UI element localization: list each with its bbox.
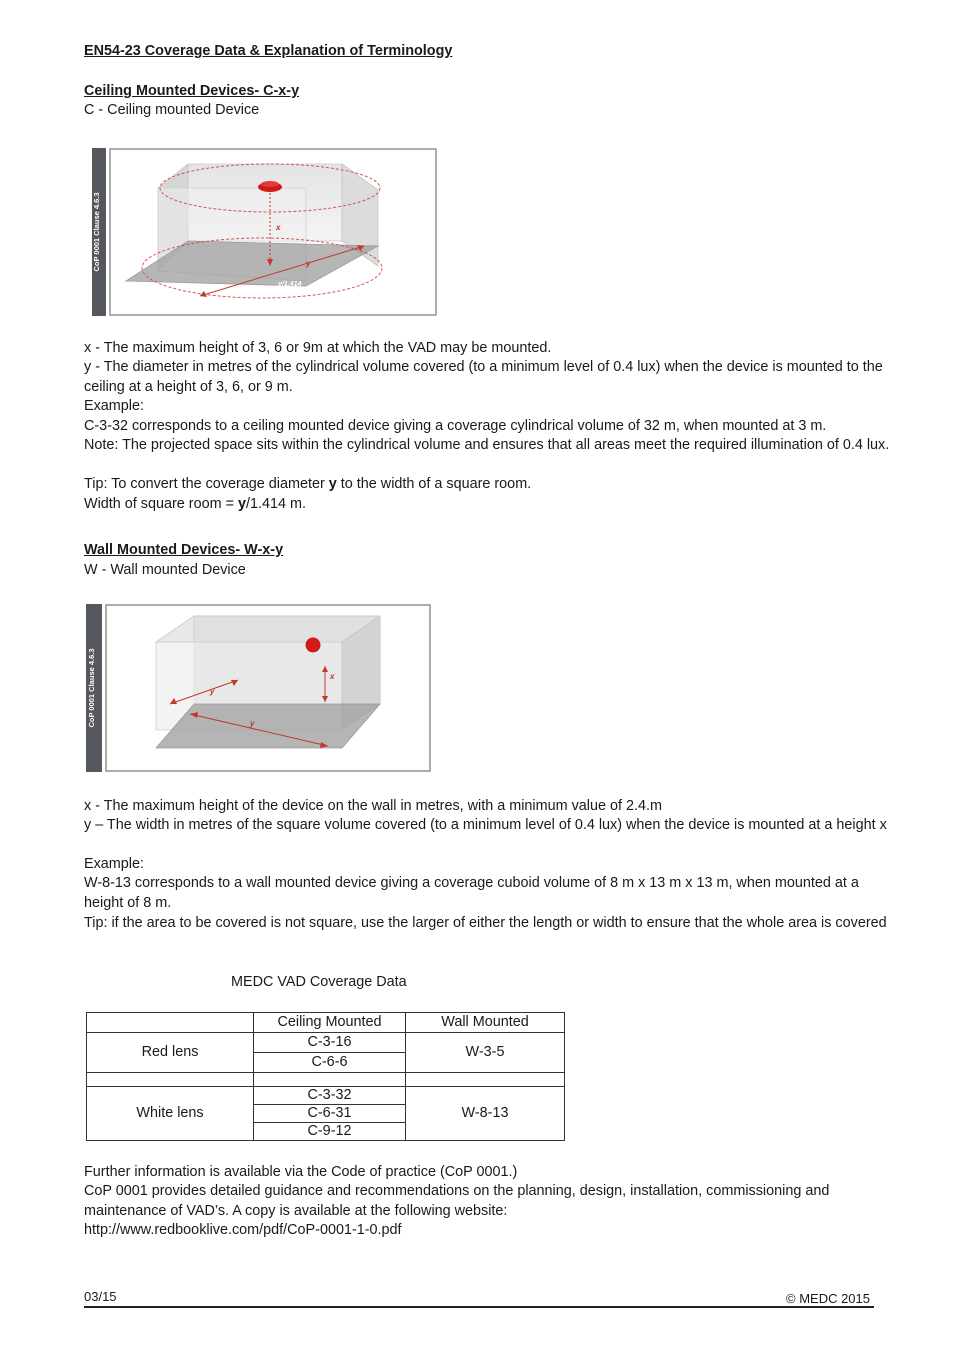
wall-subtitle: W - Wall mounted Device bbox=[84, 562, 246, 578]
further-info-line: Further information is available via the Code of practice (CoP 0001.) bbox=[84, 1164, 518, 1180]
table-row bbox=[87, 1033, 565, 1053]
white-wall-value: W-8-13 bbox=[406, 1087, 565, 1141]
footer-copyright: © MEDC 2015 bbox=[786, 1291, 870, 1306]
clause-label: CoP 0001 Clause 4.6.3 bbox=[87, 648, 96, 728]
footer-date: 03/15 bbox=[84, 1289, 117, 1304]
table-caption: MEDC VAD Coverage Data bbox=[231, 974, 407, 990]
table-row bbox=[87, 1087, 565, 1105]
further-info-url[interactable]: http://www.redbooklive.com/pdf/CoP-0001-1-0.pdf bbox=[84, 1222, 402, 1238]
header-empty-cell bbox=[87, 1013, 254, 1033]
label-x: x bbox=[330, 672, 335, 681]
ceiling-example: C-3-32 corresponds to a ceiling mounted device giving a coverage cylindrical volume of 32 m, when mounted at 3 m. bbox=[84, 418, 827, 434]
wall-example-label: Example: bbox=[84, 856, 144, 872]
table-header-row bbox=[87, 1013, 565, 1033]
ceiling-note: Note: The projected space sits within the cylindrical volume and ensures that all areas meet the required illumination of 0.4 lux. bbox=[84, 437, 890, 453]
white-ceiling-value: C-9-12 bbox=[254, 1123, 406, 1141]
wall-diagram bbox=[86, 602, 434, 774]
ceiling-section-title: Ceiling Mounted Devices- C-x-y bbox=[84, 83, 300, 99]
footer-divider bbox=[84, 1306, 874, 1308]
label-x: x bbox=[276, 223, 281, 232]
ceiling-diagram bbox=[92, 146, 446, 318]
wall-device-icon bbox=[306, 638, 321, 653]
further-info-paragraph: CoP 0001 provides detailed guidance and recommendations on the planning, design, installation, commissioning and maintenance of VAD’s. A copy is available at the following website: bbox=[84, 1183, 830, 1219]
ceiling-tip: Tip: To convert the coverage diameter y to the width of a square room. bbox=[84, 476, 532, 492]
red-ceiling-value: C-6-6 bbox=[254, 1053, 406, 1073]
ceiling-x-definition: x - The maximum height of 3, 6 or 9m at which the VAD may be mounted. bbox=[84, 340, 552, 356]
red-lens-label: Red lens bbox=[87, 1033, 254, 1073]
page-heading: EN54-23 Coverage Data & Explanation of Terminology bbox=[84, 43, 453, 59]
ceiling-subtitle: C - Ceiling mounted Device bbox=[84, 102, 260, 118]
ceiling-width-formula: Width of square room = y/1.414 m. bbox=[84, 496, 306, 512]
wall-x-definition: x - The maximum height of the device on the wall in metres, with a minimum value of 2.4.m bbox=[84, 798, 663, 814]
header-wall: Wall Mounted bbox=[406, 1013, 565, 1033]
wall-y-definition: y – The width in metres of the square volume covered (to a minimum level of 0.4 lux) when the device is mounted at a height x bbox=[84, 817, 887, 833]
label-y: y bbox=[306, 259, 311, 268]
wall-tip: Tip: if the area to be covered is not square, use the larger of either the length or width to ensure that the whole area is covered bbox=[84, 915, 887, 931]
table-spacer-row bbox=[87, 1073, 565, 1087]
label-y2: y bbox=[250, 719, 255, 728]
coverage-table bbox=[86, 1012, 565, 1141]
label-y1: y bbox=[210, 687, 215, 696]
label-y-div: y/1.414 bbox=[278, 281, 302, 288]
red-wall-value: W-3-5 bbox=[406, 1033, 565, 1073]
header-ceiling: Ceiling Mounted bbox=[254, 1013, 406, 1033]
wall-example: W-8-13 corresponds to a wall mounted device giving a coverage cuboid volume of 8 m x 13 m x 13 m, when mounted at a height of 8 m. bbox=[84, 875, 859, 911]
white-ceiling-value: C-6-31 bbox=[254, 1105, 406, 1123]
ceiling-example-label: Example: bbox=[84, 398, 144, 414]
clause-label: CoP 0001 Clause 4.6.3 bbox=[92, 192, 101, 272]
wall-section-title: Wall Mounted Devices- W-x-y bbox=[84, 542, 284, 558]
white-lens-label: White lens bbox=[87, 1087, 254, 1141]
red-ceiling-value: C-3-16 bbox=[254, 1033, 406, 1053]
ceiling-y-definition: y - The diameter in metres of the cylindrical volume covered (to a minimum level of 0.4 lux) when the device is mounted to the ceiling at a height of 3, 6, or 9 m. bbox=[84, 359, 883, 395]
white-ceiling-value: C-3-32 bbox=[254, 1087, 406, 1105]
